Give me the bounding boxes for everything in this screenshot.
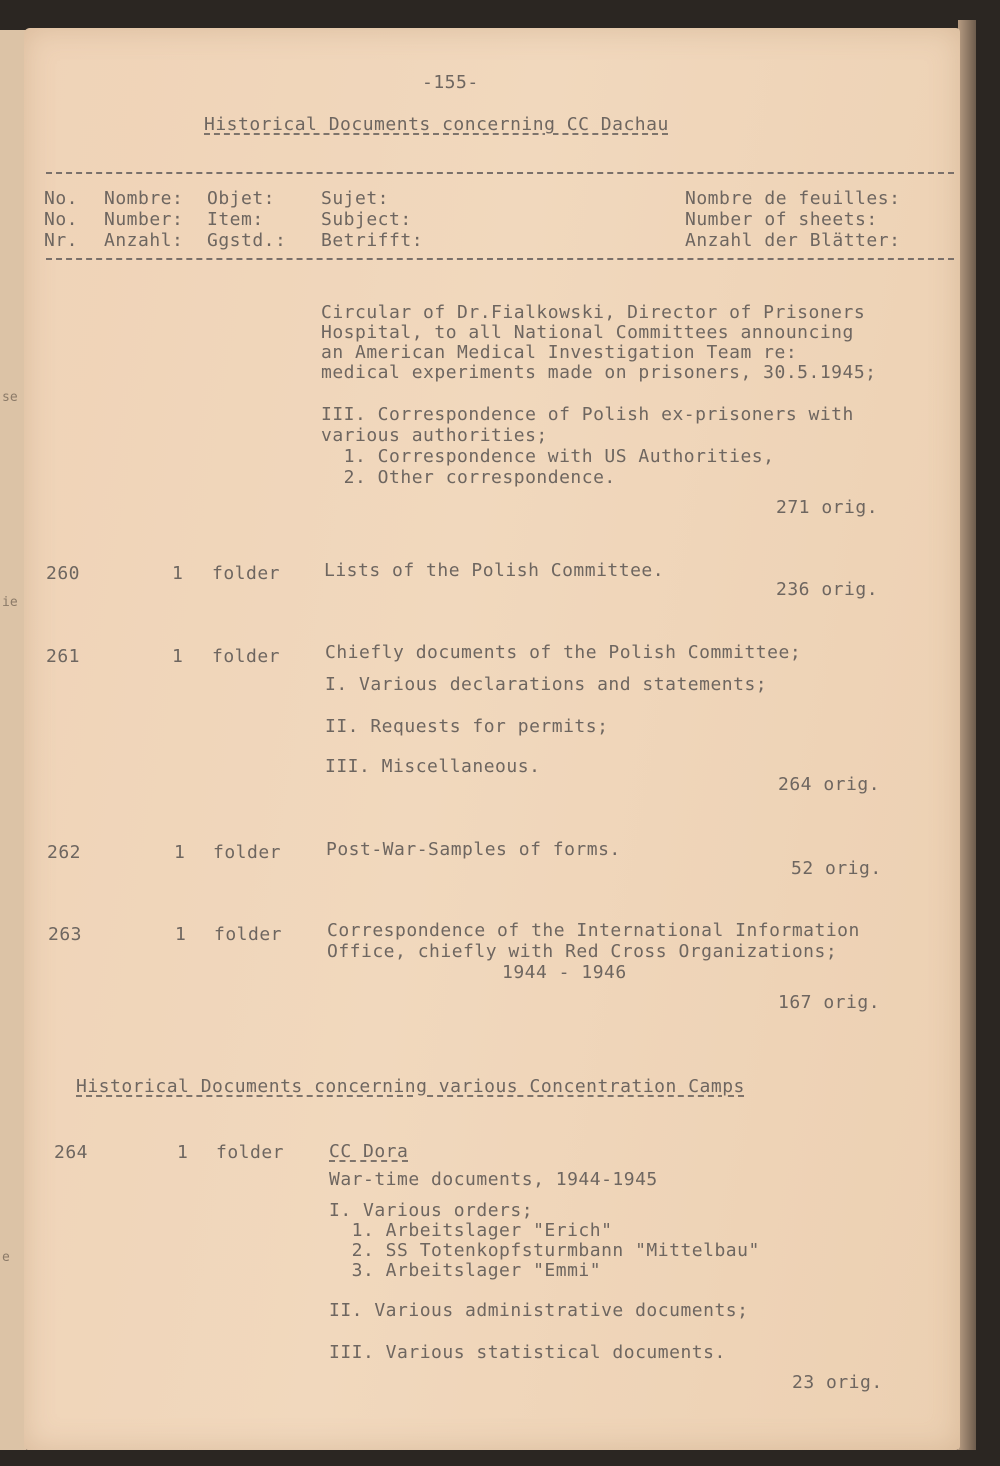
sheet-count: 271 orig. [776, 497, 879, 518]
entry-subject: 3. Arbeitslager "Emmi" [329, 1260, 602, 1281]
sheet-count: 167 orig. [778, 992, 881, 1013]
header-subject: Subject: [321, 209, 412, 230]
header-bottom-rule [46, 258, 954, 260]
entry-subject: 2. SS Totenkopfsturmbann "Mittelbau" [329, 1240, 760, 1261]
header-sheets: Anzahl der Blätter: [685, 230, 901, 251]
header-number: Number: [104, 209, 184, 230]
left-page-fragment: e [2, 1250, 10, 1265]
entry-subject: Office, chiefly with Red Cross Organizations; [327, 941, 838, 962]
continuation-line: medical experiments made on prisoners, 30.5.1945; [321, 362, 877, 383]
header-number: Nombre: [104, 188, 184, 209]
sheet-count: 236 orig. [776, 579, 879, 600]
continuation-line: Hospital, to all National Committees announcing [321, 322, 854, 343]
entry-subject: Correspondence of the International Information [327, 920, 860, 941]
entry-item: folder [212, 563, 281, 584]
left-page-fragment: se [2, 390, 18, 405]
entry-count: 1 [175, 924, 187, 945]
header-sheets: Nombre de feuilles: [685, 188, 901, 209]
entry-subject: War-time documents, 1944-1945 [329, 1169, 658, 1190]
continuation-section-line: 1. Correspondence with US Authorities, [321, 446, 775, 467]
entry-subject: III. Miscellaneous. [325, 756, 541, 777]
document-page [24, 28, 960, 1450]
entry-item: folder [214, 924, 283, 945]
header-subject: Sujet: [321, 188, 390, 209]
section-title: Historical Documents concerning various Concentration Camps [76, 1076, 745, 1097]
header-top-rule [46, 172, 954, 174]
header-item: Ggstd.: [207, 230, 287, 251]
header-item: Item: [207, 209, 264, 230]
entry-subject: I. Various declarations and statements; [325, 674, 768, 695]
entry-count: 1 [177, 1142, 189, 1163]
header-no: Nr. [44, 230, 79, 251]
entry-count: 1 [172, 563, 184, 584]
entry-number: 262 [47, 842, 82, 863]
entry-subject: III. Various statistical documents. [329, 1342, 726, 1363]
continuation-section-line: 2. Other correspondence. [321, 467, 616, 488]
camp-name: CC Dora [329, 1141, 409, 1162]
header-subject: Betrifft: [321, 230, 424, 251]
header-item: Objet: [207, 188, 276, 209]
entry-number: 263 [48, 924, 83, 945]
continuation-line: an American Medical Investigation Team re: [321, 342, 798, 363]
continuation-section-line: III. Correspondence of Polish ex-prisoners with [321, 404, 854, 425]
sheet-count: 264 orig. [778, 774, 881, 795]
header-number: Anzahl: [104, 230, 184, 251]
entry-subject: II. Requests for permits; [325, 716, 609, 737]
entry-item: folder [212, 646, 281, 667]
sheet-count: 52 orig. [791, 858, 882, 879]
entry-number: 260 [46, 563, 81, 584]
entry-item: folder [216, 1142, 285, 1163]
page-title: Historical Documents concerning CC Dachau [204, 114, 669, 135]
entry-subject: I. Various orders; [329, 1200, 534, 1221]
entry-subject: 1. Arbeitslager "Erich" [329, 1220, 613, 1241]
header-sheets: Number of sheets: [685, 209, 878, 230]
entry-subject: Chiefly documents of the Polish Committee; [325, 642, 802, 663]
entry-item: folder [213, 842, 282, 863]
book-edge [958, 20, 976, 1450]
entry-count: 1 [174, 842, 186, 863]
continuation-line: Circular of Dr.Fialkowski, Director of Prisoners [321, 302, 866, 323]
entry-subject: II. Various administrative documents; [329, 1300, 749, 1321]
entry-count: 1 [172, 646, 184, 667]
entry-number: 264 [54, 1142, 89, 1163]
header-no: No. [44, 188, 79, 209]
entry-subject: 1944 - 1946 [502, 962, 627, 983]
left-page-fragment: ie [2, 595, 18, 610]
continuation-section-line: various authorities; [321, 425, 548, 446]
entry-subject: Post-War-Samples of forms. [326, 839, 621, 860]
entry-number: 261 [46, 646, 81, 667]
sheet-count: 23 orig. [792, 1372, 883, 1393]
entry-subject: Lists of the Polish Committee. [324, 560, 665, 581]
header-no: No. [44, 209, 79, 230]
page-number: -155- [422, 72, 479, 93]
